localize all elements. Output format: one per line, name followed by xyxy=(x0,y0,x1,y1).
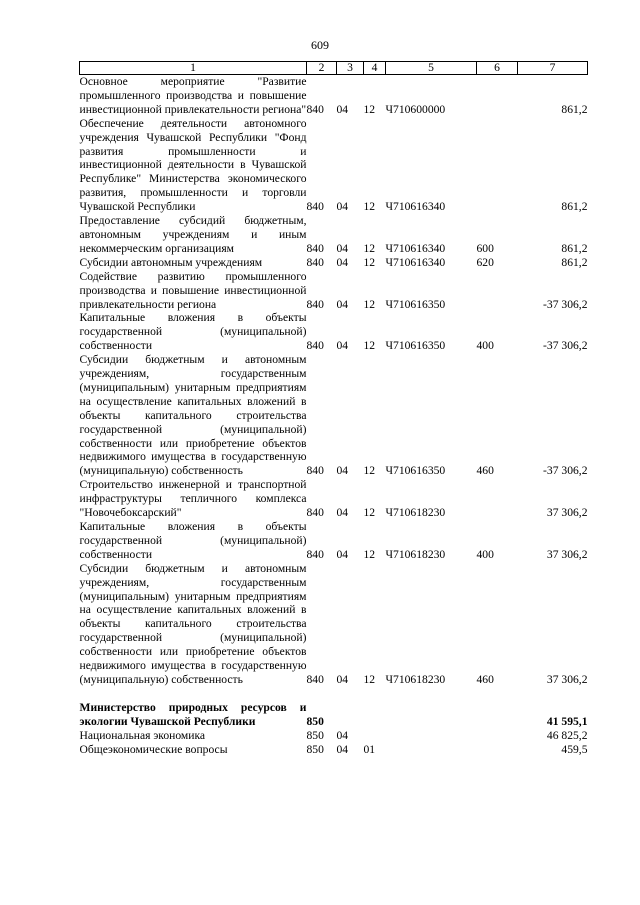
target-article-code: Ч710618230 xyxy=(385,506,446,520)
expense-type-code xyxy=(477,75,518,117)
row-name: Обеспечение деятельности автономного учреждения Чувашской Республики "Фонд развития промышленности и инвестиционной деятельности в Чувашской Республике" Министерства экономического развития, промышленности и торговли Чувашской Республики xyxy=(79,116,307,214)
subsection-code xyxy=(364,687,386,729)
expense-type-code: 400 xyxy=(476,339,494,353)
column-header-4: 4 xyxy=(364,62,386,75)
amount: 459,5 xyxy=(561,742,588,756)
target-article-code: Ч710600000 xyxy=(385,102,446,116)
table-row xyxy=(80,75,588,117)
amount: 41 595,1 xyxy=(546,714,588,728)
subsection-code: 12 xyxy=(363,672,376,686)
admin-code: 850 xyxy=(306,742,324,756)
table-row xyxy=(80,687,588,729)
section-code: 04 xyxy=(336,339,349,353)
section-code: 04 xyxy=(336,728,349,742)
admin-code: 840 xyxy=(306,297,324,311)
table-row xyxy=(80,478,588,520)
amount: 861,2 xyxy=(561,102,588,116)
table-row xyxy=(80,117,588,214)
table-row xyxy=(80,311,588,353)
admin-code: 840 xyxy=(306,255,324,269)
subsection-code: 12 xyxy=(363,464,376,478)
row-name: Национальная экономика xyxy=(79,728,206,742)
admin-code: 850 xyxy=(306,728,324,742)
amount: 37 306,2 xyxy=(546,506,588,520)
subsection-code: 12 xyxy=(363,200,376,214)
row-name: Субсидии автономным учреждениям xyxy=(79,255,263,269)
target-article-code xyxy=(386,687,477,729)
admin-code: 840 xyxy=(306,241,324,255)
target-article-code: Ч710618230 xyxy=(385,547,446,561)
subsection-code: 12 xyxy=(363,102,376,116)
section-code: 04 xyxy=(336,547,349,561)
expense-type-code xyxy=(477,117,518,214)
target-article-code: Ч710616350 xyxy=(385,339,446,353)
admin-code: 840 xyxy=(306,339,324,353)
expense-type-code xyxy=(477,687,518,729)
amount: 37 306,2 xyxy=(546,547,588,561)
amount: 861,2 xyxy=(561,255,588,269)
amount: -37 306,2 xyxy=(543,297,588,311)
table-row xyxy=(80,214,588,256)
section-code: 04 xyxy=(336,742,349,756)
amount: 46 825,2 xyxy=(546,728,588,742)
subsection-code: 12 xyxy=(363,297,376,311)
row-name: Строительство инженерной и транспортной инфраструктуры тепличного комплекса "Новочебоксарский" xyxy=(79,478,307,520)
row-name: Основное мероприятие "Развитие промышленного производства и повышение инвестиционной привлекательности региона" xyxy=(79,75,307,116)
admin-code: 840 xyxy=(306,672,324,686)
table-body xyxy=(80,75,588,757)
column-header-5: 5 xyxy=(386,62,477,75)
subsection-code: 01 xyxy=(363,742,376,756)
admin-code: 840 xyxy=(306,102,324,116)
table-row xyxy=(80,729,588,743)
subsection-code: 12 xyxy=(363,241,376,255)
section-code: 04 xyxy=(336,200,349,214)
row-name: Субсидии бюджетным и автономным учреждениям, государственным (муниципальным) унитарным предприятиям на осуществление капитальных вложений в объекты капитального строительства государственной (муниципальной) собственности или приобретение объектов недвижимого имущества в государственную (муниципальную) собственность xyxy=(79,353,307,478)
admin-code: 840 xyxy=(306,506,324,520)
row-name: Субсидии бюджетным и автономным учреждениям, государственным (муниципальным) унитарным предприятиям на осуществление капитальных вложений в объекты капитального строительства государственной (муниципальной) собственности или приобретение объектов недвижимого имущества в государственную (муниципальную) собственность xyxy=(79,561,307,686)
target-article-code: Ч710616340 xyxy=(385,255,446,269)
row-name: Предоставление субсидий бюджетным, автономным учреждениям и иным некоммерческим организациям xyxy=(79,214,307,255)
expense-type-code: 620 xyxy=(476,255,494,269)
section-code: 04 xyxy=(336,241,349,255)
expense-type-code: 460 xyxy=(476,672,494,686)
amount: -37 306,2 xyxy=(543,464,588,478)
admin-code: 840 xyxy=(306,200,324,214)
subsection-code: 12 xyxy=(363,506,376,520)
table-row xyxy=(80,256,588,270)
section-code: 04 xyxy=(336,255,349,269)
section-code xyxy=(337,687,364,729)
budget-table xyxy=(79,61,588,757)
admin-code: 840 xyxy=(306,547,324,561)
table-row xyxy=(80,270,588,312)
target-article-code: Ч710616350 xyxy=(385,464,446,478)
admin-code: 840 xyxy=(306,464,324,478)
row-name: Капитальные вложения в объекты государственной (муниципальной) собственности xyxy=(79,520,307,561)
table-row xyxy=(80,743,588,757)
amount: 861,2 xyxy=(561,200,588,214)
target-article-code: Ч710616340 xyxy=(385,241,446,255)
subsection-code: 12 xyxy=(363,547,376,561)
page-number: 609 xyxy=(311,38,329,52)
section-code: 04 xyxy=(336,297,349,311)
subsection-code: 12 xyxy=(363,339,376,353)
target-article-code: Ч710616340 xyxy=(385,200,446,214)
expense-type-code xyxy=(477,743,518,757)
subsection-code: 12 xyxy=(363,255,376,269)
column-header-3: 3 xyxy=(337,62,364,75)
section-code: 04 xyxy=(336,506,349,520)
row-name: Капитальные вложения в объекты государственной (муниципальной) собственности xyxy=(79,311,307,353)
target-article-code: Ч710616350 xyxy=(385,297,446,311)
amount: 37 306,2 xyxy=(546,672,588,686)
section-code: 04 xyxy=(336,102,349,116)
column-header-6: 6 xyxy=(477,62,518,75)
table-row xyxy=(80,353,588,478)
row-name: Содействие развитию промышленного производства и повышение инвестиционной привлекательности региона xyxy=(79,269,307,311)
amount: -37 306,2 xyxy=(543,339,588,353)
row-name: Общеэкономические вопросы xyxy=(79,742,228,756)
table-row xyxy=(80,562,588,687)
column-header-7: 7 xyxy=(518,62,588,75)
expense-type-code xyxy=(477,478,518,520)
expense-type-code: 600 xyxy=(476,241,494,255)
table-header-row xyxy=(80,62,588,75)
expense-type-code: 400 xyxy=(476,547,494,561)
section-code: 04 xyxy=(336,464,349,478)
expense-type-code xyxy=(477,729,518,743)
section-code: 04 xyxy=(336,672,349,686)
target-article-code xyxy=(386,729,477,743)
table-row xyxy=(80,520,588,562)
target-article-code: Ч710618230 xyxy=(385,672,446,686)
admin-code: 850 xyxy=(306,714,324,728)
expense-type-code: 460 xyxy=(476,464,494,478)
row-name: Министерство природных ресурсов и экологии Чувашской Республики xyxy=(79,700,307,728)
target-article-code xyxy=(386,743,477,757)
expense-type-code xyxy=(477,270,518,312)
column-header-2: 2 xyxy=(307,62,337,75)
amount: 861,2 xyxy=(561,241,588,255)
column-header-1: 1 xyxy=(80,62,307,75)
subsection-code xyxy=(364,729,386,743)
